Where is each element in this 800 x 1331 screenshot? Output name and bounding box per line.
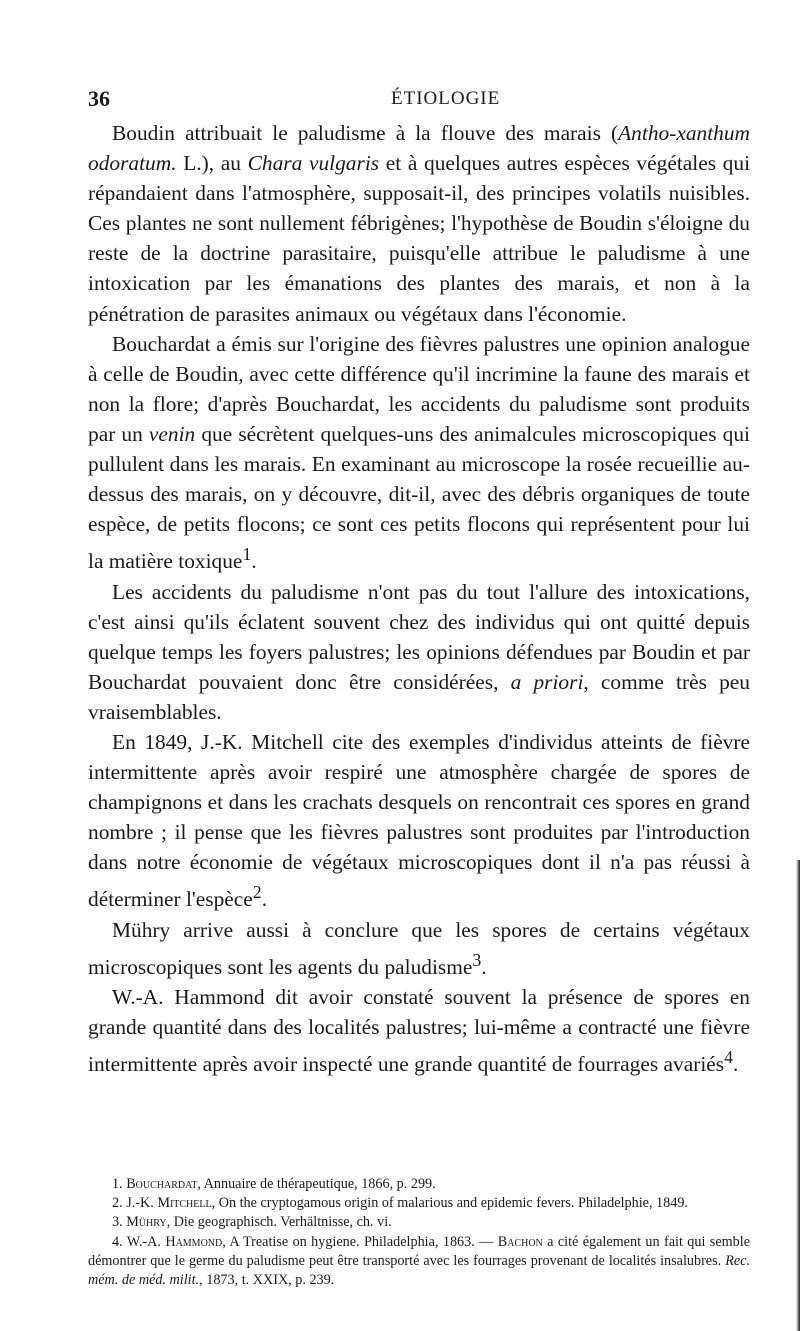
footnote-ref: 2 — [252, 882, 262, 903]
footnote — [88, 1233, 750, 1291]
paragraph — [88, 915, 750, 982]
paragraph — [88, 329, 750, 577]
footnote — [88, 1194, 750, 1213]
paragraph — [88, 118, 750, 329]
text-run: Bouchardat a émis sur l'origine des fièvres palustres une opinion analogue à celle de Boudin, avec cette différence qu'il incrimine la faune des marais et non la flore; d'après Bouchardat, les accidents du paludisme sont produits par un — [88, 331, 750, 446]
text-run: L.), au — [176, 151, 248, 176]
footnote-ref: 1 — [242, 544, 252, 565]
text-run: 1. — [112, 1176, 127, 1192]
text-run: . — [261, 887, 268, 912]
text-run: venin — [148, 421, 196, 446]
text-run: . — [733, 1052, 739, 1077]
text-run: et à quelques autres espèces végétales qui répandaient dans l'atmosphère, supposait-il, des principes volatils nuisibles. Ces plantes ne sont nullement fébrigènes; l'hypothèse de Boudin s'éloigne du reste de la doctrine parasitaire, puisqu'elle attribue le paludisme à une intoxication par les émanations des plantes des marais, et non à la pénétration de parasites animaux ou végétaux dans l'économie. — [88, 151, 751, 326]
text-run: Mühry arrive aussi à conclure que les spores de certains végétaux microscopiques sont les agents du paludisme — [88, 917, 750, 979]
text-run: Hammond — [165, 1233, 223, 1250]
text-run: Bouchardat — [126, 1176, 198, 1192]
text-run: Mühry — [126, 1214, 167, 1231]
text-run: Les accidents du paludisme n'ont pas du tout l'allure des intoxications, c'est ainsi qu'ils éclatent souvent chez des individus qui ont quitté depuis quelque temps les foyers palustres; les opinions défendues par Boudin et par Bouchardat pouvaient donc être considérées, — [88, 579, 750, 694]
text-run: , Die geographisch. Verhältnisse, ch. vi. — [166, 1214, 392, 1231]
paragraph — [88, 577, 750, 727]
text-run: Boudin attribuait le paludisme à la flouve des marais ( — [112, 121, 619, 145]
text-run: 2. J.-K. — [112, 1195, 158, 1212]
text-run: Chara vulgaris — [247, 151, 380, 176]
text-run: . — [251, 549, 257, 574]
text-run: Bachon — [497, 1233, 543, 1250]
text-run: que sécrètent quelques-uns des animalcules microscopiques qui pullulent dans les marais. En examinant au microscope la rosée recueillie au-dessus des marais, on y découvre, dit-il, avec des débris organiques de toute espèce, de petits flocons; ce sont ces petits flocons qui représentent pour lui la matière toxique — [88, 421, 750, 574]
text-run: , 1873, t. XXIX, p. 239. — [199, 1272, 335, 1289]
text-run: . — [481, 954, 487, 979]
text-run: W.-A. Hammond dit avoir constaté souvent la présence de spores en grande quantité dans des localités palustres; lui-même a contracté une fièvre intermittente après avoir inspecté une grande quantité de fourrages avariés — [88, 985, 750, 1077]
footnote-ref: 4 — [724, 1047, 734, 1068]
paragraph — [88, 982, 750, 1079]
text-run: a cité également un fait qui semble démontrer que le germe du paludisme peut être transporté avec les fourrages provenant de localités insalubres. — [88, 1233, 750, 1269]
text-run: Rec. mém. de méd. milit. — [88, 1252, 750, 1289]
text-run: , comme très peu vraisemblables. — [88, 669, 750, 724]
footnotes — [88, 1175, 750, 1290]
text-run: , A Treatise on hygiene. Philadelphia, 1863. — — [222, 1233, 498, 1250]
body-text — [88, 118, 750, 1079]
running-head: ÉTIOLOGIE — [391, 88, 501, 109]
text-run: Antho-xanthum odoratum. — [88, 121, 750, 176]
text-run: Mitchell — [157, 1195, 212, 1212]
text-run: 3. — [112, 1214, 127, 1231]
footnote-ref: 3 — [472, 949, 482, 970]
footnote — [88, 1213, 750, 1232]
text-run: , Annuaire de thérapeutique, 1866, p. 299. — [197, 1176, 436, 1192]
paragraph — [88, 727, 750, 915]
page-number: 36 — [88, 86, 110, 111]
text-run: 4. W.-A. — [112, 1233, 166, 1250]
scan-edge-shadow — [796, 860, 800, 1331]
footnote — [88, 1175, 750, 1194]
text-run: En 1849, J.-K. Mitchell cite des exemples d'individus atteints de fièvre intermittente après avoir respiré une atmosphère chargée de spores de champignons et dans les crachats desquels on rencontrait ces spores en grand nombre ; il pense que les fièvres palustres sont produites par l'introduction dans notre économie de végétaux microscopiques dont il n'a pas réussi à déterminer l'espèce — [88, 730, 750, 912]
text-run: , On the cryptogamous origin of malarious and epidemic fevers. Philadelphie, 1849. — [211, 1195, 688, 1212]
page-header — [88, 86, 738, 114]
text-run: a priori — [510, 669, 584, 694]
